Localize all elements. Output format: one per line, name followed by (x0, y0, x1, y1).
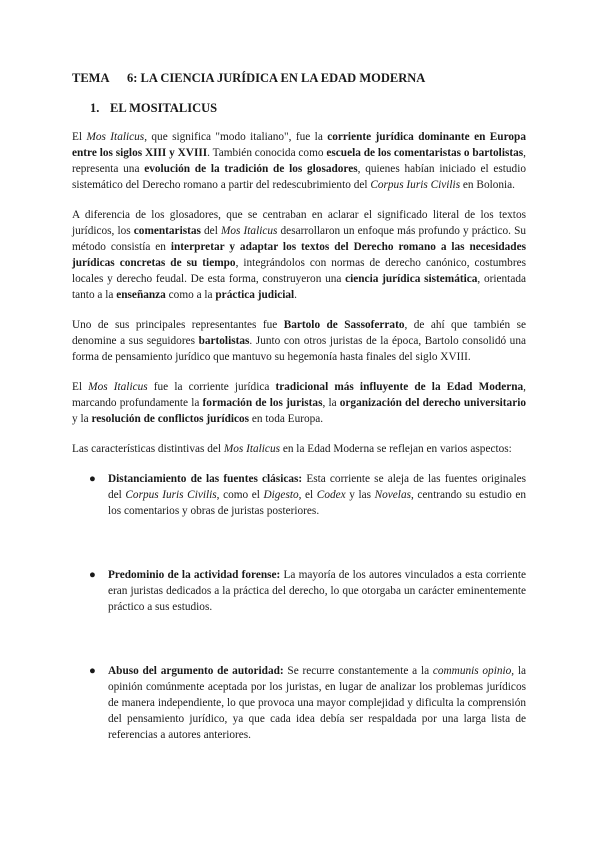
document-page (72, 70, 526, 743)
bullet-icon: ● (89, 569, 96, 581)
text-run-italic: Mos Italicus (220, 225, 278, 237)
text-run-italic: Novelas (374, 489, 411, 501)
text-run: , de ahí que también se denomine a sus seguidores (72, 319, 526, 347)
text-run: , representa una (72, 147, 526, 175)
text-run-bold: escuela de los comentaristas o bartolistas (326, 147, 524, 159)
text-run-bold: organización del derecho universitario (339, 397, 526, 409)
text-run: El (72, 381, 89, 393)
bullet-icon: ● (89, 473, 96, 485)
text-run-italic: Codex (316, 489, 346, 501)
text-run: y la (72, 413, 92, 425)
paragraph-characteristics (72, 441, 526, 457)
section-number: 1. (90, 101, 100, 115)
paragraph-influence (72, 379, 526, 427)
text-run-italic: Corpus Iuris Civilis (370, 179, 461, 191)
text-run: . También conocida como (207, 147, 327, 159)
text-run: . (294, 289, 297, 301)
text-run-bold: Abuso del argumento de autoridad: (108, 665, 284, 677)
text-run-italic: communis opinio (432, 665, 512, 677)
text-run-bold: bartolistas (198, 335, 250, 347)
text-run-bold: resolución de conflictos jurídicos (91, 413, 250, 425)
list-item (72, 471, 526, 519)
text-run: Uno de sus principales representantes fue (72, 319, 284, 331)
text-run-bold: Bartolo de Sassoferrato (283, 319, 405, 331)
text-run: Se recurre constantemente a la (283, 665, 433, 677)
text-run-italic: Mos Italicus (86, 131, 145, 143)
text-run: , el (298, 489, 317, 501)
text-run: , orientada tanto a la (72, 273, 526, 301)
text-run: , marcando profundamente la (72, 381, 526, 409)
text-run-bold: Predominio de la actividad forense: (108, 569, 281, 581)
text-run-bold: evolución de la tradición de los glosadores (144, 163, 358, 175)
text-run: , quienes habían iniciado el estudio sistemático del Derecho romano a partir del redescubrimiento del (72, 163, 526, 191)
text-run-italic: Mos Italicus (223, 443, 280, 455)
text-run-italic: Digesto (263, 489, 299, 501)
text-run: . Junto con otros juristas de la época, Bartolo consolidó una forma de pensamiento jurídico que mantuvo su hegemonía hasta finales del siglo XVIII. (72, 335, 526, 363)
section-heading (90, 100, 526, 116)
text-run: , la (322, 397, 340, 409)
text-run-italic: Corpus Iuris Civilis (125, 489, 217, 501)
text-run-bold: práctica judicial (215, 289, 295, 301)
text-run: desarrollaron un enfoque más profundo y práctico. Su método consistía en (72, 225, 527, 253)
text-run: , la opinión comúnmente aceptada por los juristas, en lugar de analizar los problemas jurídicos de manera independiente, lo que provoca una mayor complejidad y dificulta la comprensión del pensamiento jurídico, ya que cada idea debía ser respaldada por una larga lista de referencias a autores anteriores. (108, 665, 527, 741)
text-run: Las características distintivas del (72, 443, 224, 455)
text-run: como a la (165, 289, 216, 301)
text-run-bold: comentaristas (133, 225, 201, 237)
characteristics-list (72, 471, 526, 743)
text-run-bold: ciencia jurídica sistemática (345, 273, 478, 285)
text-run: A diferencia de los glosadores, que se centraban en aclarar el significado literal de los textos jurídicos, los (72, 209, 526, 237)
text-run-bold: Distanciamiento de las fuentes clásicas: (108, 473, 303, 485)
text-run-bold: interpretar y adaptar los textos del Derecho romano a las necesidades jurídicas concretas de su tiempo (72, 241, 526, 269)
text-run-bold: tradicional más influyente de la Edad Moderna (275, 381, 524, 393)
text-run-bold: corriente jurídica dominante en Europa entre los siglos XIII y XVIII (72, 131, 526, 159)
text-run-bold: enseñanza (116, 289, 166, 301)
text-run: El (72, 131, 87, 143)
text-run: en la Edad Moderna se reflejan en varios aspectos: (280, 443, 512, 455)
list-item (72, 663, 526, 743)
text-run-bold: formación de los juristas (202, 397, 323, 409)
section-heading-text: EL MOSITALICUS (110, 101, 218, 115)
text-run: en Bolonia. (460, 179, 516, 191)
text-run-italic: Mos Italicus (88, 381, 148, 393)
bullet-icon: ● (89, 665, 96, 677)
paragraph-method (72, 207, 526, 303)
text-run: Esta corriente se aleja de las fuentes originales del (108, 473, 526, 501)
text-run: , centrando su estudio en los comentarios y obras de juristas posteriores. (108, 489, 527, 517)
text-run: y las (345, 489, 375, 501)
title-label: TEMA (72, 71, 110, 85)
text-run: , integrándolos con normas de derecho canónico, costumbres locales y derecho feudal. De esta forma, construyeron una (72, 257, 526, 285)
text-run: fue la corriente jurídica (147, 381, 276, 393)
page-title (72, 70, 526, 86)
paragraph-bartolo (72, 317, 526, 365)
paragraph-intro (72, 129, 526, 193)
text-run: en toda Europa. (249, 413, 324, 425)
title-text: 6: LA CIENCIA JURÍDICA EN LA EDAD MODERNA (127, 71, 426, 85)
text-run: del (200, 225, 221, 237)
list-item (72, 567, 526, 615)
text-run: La mayoría de los autores vinculados a esta corriente eran juristas dedicados a la práctica del derecho, lo que otorgaba un carácter eminentemente práctico a sus estudios. (108, 569, 526, 613)
text-run: , que significa "modo italiano", fue la (144, 131, 328, 143)
text-run: , como el (216, 489, 264, 501)
